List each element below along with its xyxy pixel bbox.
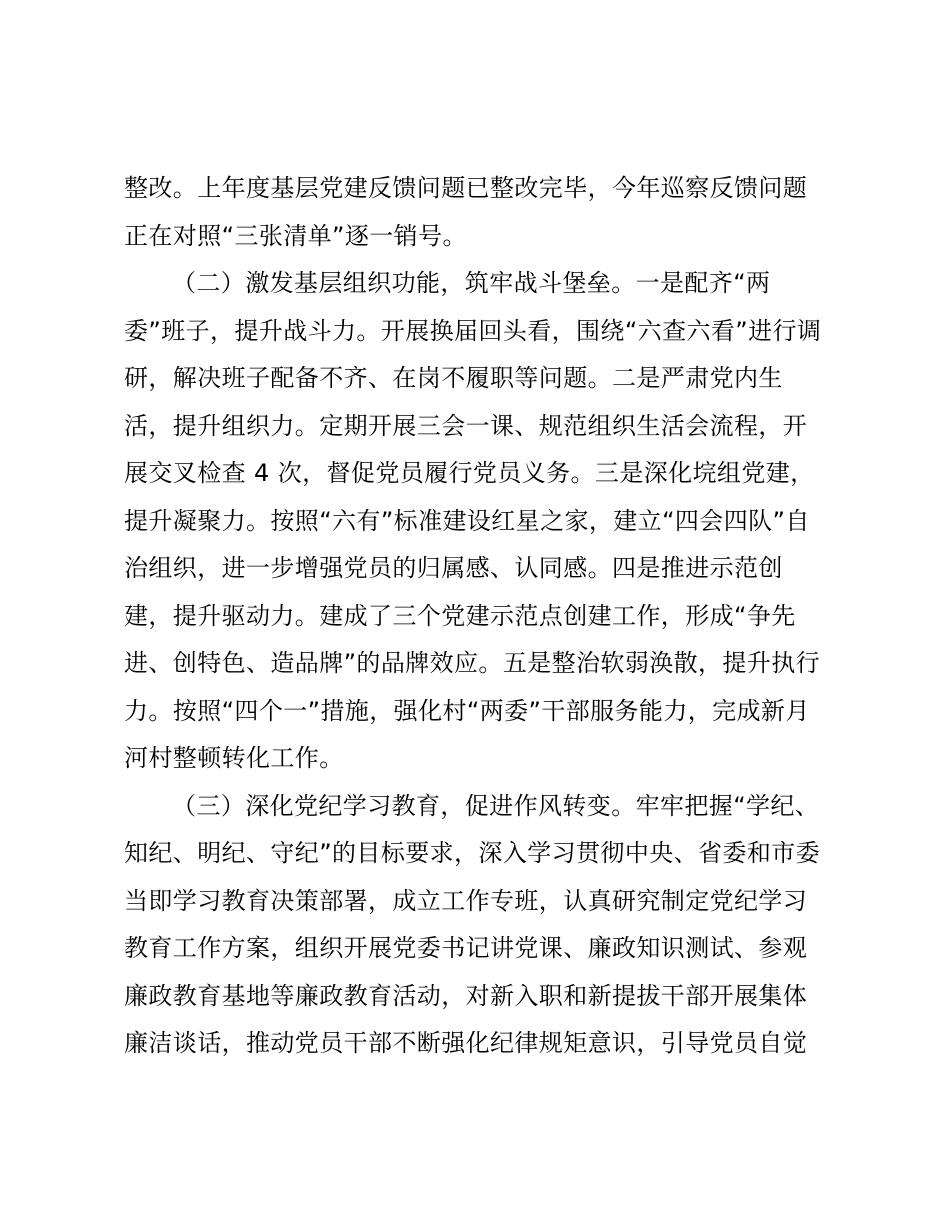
text-line: 提升凝聚力。按照“六有”标准建设红星之家，建立“四会四队”自: [124, 506, 810, 535]
text-line: 委”班子，提升战斗力。开展换届回头看，围绕“六查六看”进行调: [124, 316, 822, 345]
text-line: 活，提升组织力。定期开展三会一课、规范组织生活会流程，开: [124, 411, 808, 440]
text-line: 知纪、明纪、守纪”的目标要求，深入学习贯彻中央、省委和市委: [124, 839, 821, 867]
text-line: 展交叉检查 4 次，督促党员履行党员义务。三是深化垸组党建，: [124, 459, 815, 487]
text-line: 进、创特色、造品牌”的品牌效应。五是整治软弱涣散，提升执行: [124, 649, 821, 677]
text-line: 河村整顿转化工作。: [124, 744, 344, 772]
text-line: 研，解决班子配备不齐、在岗不履职等问题。二是严肃党内生: [124, 364, 783, 392]
text-line: 建，提升驱动力。建成了三个党建示范点创建工作，形成“争先: [124, 601, 796, 630]
text-line: 教育工作方案，组织开展党委书记讲党课、廉政知识测试、参观: [124, 934, 808, 962]
text-line: 正在对照“三张清单”逐一销号。: [124, 221, 467, 250]
paragraph-heading-line: （三）深化党纪学习教育，促进作风转变。牢牢把握“学纪、: [172, 791, 820, 820]
text-line: 整改。上年度基层党建反馈问题已整改完毕，今年巡察反馈问题: [124, 174, 808, 202]
text-line: 治组织，进一步增强党员的归属感、认同感。四是推进示范创: [124, 554, 783, 582]
document-body: [124, 165, 836, 1068]
text-line: 力。按照“四个一”措施，强化村“两委”干部服务能力，完成新月: [124, 696, 810, 725]
text-line: 当即学习教育决策部署，成立工作专班，认真研究制定党纪学习: [124, 886, 808, 915]
text-line: 廉政教育基地等廉政教育活动，对新入职和新提拔干部开展集体: [124, 981, 808, 1010]
paragraph-heading-line: （二）激发基层组织功能，筑牢战斗堡垒。一是配齐“两: [172, 269, 771, 297]
text-line: 廉洁谈话，推动党员干部不断强化纪律规矩意识，引导党员自觉: [124, 1029, 808, 1057]
